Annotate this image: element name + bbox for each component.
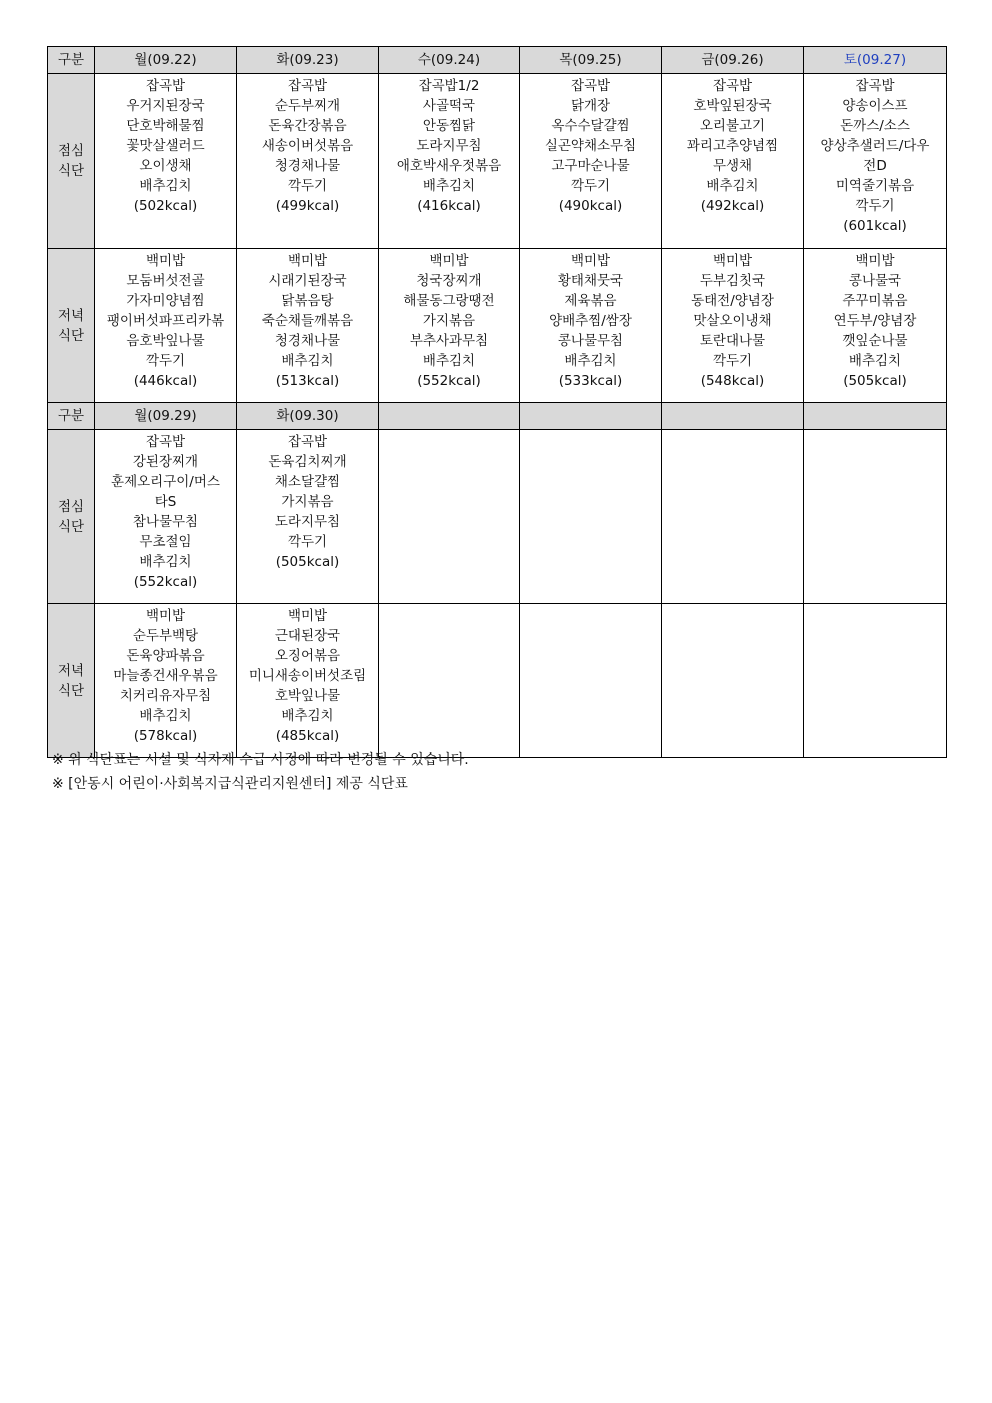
menu-item: 시래기된장국	[268, 273, 347, 289]
lunch-menu-cell	[237, 430, 379, 604]
dinner-menu-cell	[520, 249, 662, 403]
menu-item: 두부김칫국	[699, 273, 766, 289]
lunch-menu-cell	[95, 430, 237, 604]
menu-item: 안동찜닭	[422, 118, 476, 134]
menu-item: 양송이스프	[842, 98, 908, 114]
menu-item: 연두부/양념장	[833, 313, 917, 329]
menu-item: (601kcal)	[843, 218, 907, 234]
menu-item: 모둠버섯전골	[126, 273, 205, 289]
lunch-label	[48, 74, 95, 249]
dinner-menu-cell	[804, 604, 947, 758]
lunch-row	[48, 430, 947, 604]
menu-item: 백미밥	[287, 608, 328, 624]
dinner-menu-cell	[237, 604, 379, 758]
menu-item: 배추김치	[139, 178, 192, 194]
menu-item: 주꾸미볶음	[842, 293, 908, 309]
dinner-label-line: 식단	[57, 682, 85, 699]
menu-item: 황태채뭇국	[557, 273, 624, 289]
menu-item: 잡곡밥	[855, 78, 895, 94]
menu-item: 양상추샐러드/다우	[820, 138, 930, 154]
header-day	[804, 403, 947, 430]
menu-item: 근대된장국	[274, 628, 341, 644]
menu-item: (490kcal)	[558, 198, 623, 214]
menu-item: 전D	[863, 158, 887, 174]
dinner-label	[48, 249, 95, 403]
menu-item: (505kcal)	[275, 554, 340, 570]
menu-item: 무생채	[712, 158, 753, 174]
header-day: 화(09.30)	[237, 403, 379, 430]
menu-item: 토란대나물	[699, 333, 766, 349]
dinner-menu-cell	[379, 249, 520, 403]
menu-item: 음호박잎나물	[126, 333, 205, 349]
menu-item: 백미밥	[287, 253, 328, 269]
menu-item: 호박잎된장국	[693, 98, 772, 114]
menu-item: (446kcal)	[133, 373, 198, 389]
menu-item: 순두부찌개	[274, 98, 341, 114]
menu-item: (548kcal)	[700, 373, 765, 389]
menu-item: 깍두기	[145, 353, 186, 369]
menu-item: 새송이버섯볶음	[261, 138, 354, 154]
dinner-row	[48, 604, 947, 758]
menu-item: 돈육간장볶음	[268, 118, 347, 134]
menu-item: 배추김치	[848, 353, 902, 369]
footnotes	[52, 748, 469, 796]
menu-item: 배추김치	[422, 178, 476, 194]
menu-item: 미니새송이버섯조림	[248, 668, 367, 684]
menu-item: 옥수수달걀찜	[551, 118, 630, 134]
menu-item: 꽃맛살샐러드	[126, 138, 205, 154]
header-day: 목(09.25)	[520, 47, 662, 74]
lunch-menu-cell	[379, 74, 520, 249]
dinner-menu-cell	[379, 604, 520, 758]
menu-item: 백미밥	[570, 253, 611, 269]
menu-item: 잡곡밥	[287, 78, 328, 94]
header-category: 구분	[48, 403, 95, 430]
lunch-label	[48, 430, 95, 604]
menu-item: 애호박새우젓볶음	[396, 158, 502, 174]
menu-item: 잡곡밥	[287, 434, 328, 450]
menu-item: 깻잎순나물	[842, 333, 908, 349]
lunch-menu-cell	[520, 74, 662, 249]
header-day: 화(09.23)	[237, 47, 379, 74]
menu-item: 백미밥	[855, 253, 895, 269]
header-row	[48, 47, 947, 74]
menu-item: 백미밥	[145, 608, 186, 624]
dinner-menu-cell	[662, 249, 804, 403]
menu-item: 동태전/양념장	[691, 293, 774, 309]
menu-item: 배추김치	[281, 353, 334, 369]
footnote-change-notice: ※ 위 식단표는 시설 및 식자재 수급 사정에 따라 변경될 수 있습니다.	[52, 752, 469, 768]
lunch-menu-cell	[804, 74, 947, 249]
menu-item: 꽈리고추양념찜	[686, 138, 779, 154]
dinner-menu-cell	[95, 604, 237, 758]
menu-item: 백미밥	[145, 253, 186, 269]
lunch-menu-cell	[379, 430, 520, 604]
header-day	[520, 403, 662, 430]
menu-item: 우거지된장국	[126, 98, 205, 114]
header-day: 월(09.29)	[95, 403, 237, 430]
dinner-menu-cell	[95, 249, 237, 403]
menu-item: 잡곡밥	[145, 78, 186, 94]
menu-item: 맛살오이냉채	[693, 313, 772, 329]
menu-item: 가지볶음	[281, 494, 334, 510]
lunch-label-line: 식단	[57, 518, 85, 535]
menu-item: 배추김치	[564, 353, 617, 369]
menu-item: 배추김치	[139, 554, 192, 570]
menu-item: 돈육양파볶음	[126, 648, 205, 664]
header-day: 월(09.22)	[95, 47, 237, 74]
menu-item: (492kcal)	[700, 198, 765, 214]
dinner-menu-cell	[520, 604, 662, 758]
menu-item: 오리불고기	[699, 118, 766, 134]
menu-item: 돈육김치찌개	[268, 454, 347, 470]
menu-item: 청경채나물	[274, 333, 341, 349]
menu-item: 백미밥	[712, 253, 753, 269]
header-day: 수(09.24)	[379, 47, 520, 74]
menu-item: 청국장찌개	[416, 273, 482, 289]
menu-item: 잡곡밥	[145, 434, 186, 450]
lunch-row	[48, 74, 947, 249]
menu-item: 깍두기	[287, 178, 328, 194]
menu-item: 오징어볶음	[274, 648, 341, 664]
menu-item: 깍두기	[712, 353, 753, 369]
menu-item: 콩나물국	[848, 273, 902, 289]
lunch-menu-cell	[662, 74, 804, 249]
menu-item: 훈제오리구이/머스	[111, 474, 220, 490]
header-day: 금(09.26)	[662, 47, 804, 74]
menu-item: (485kcal)	[275, 728, 340, 744]
header-row	[48, 403, 947, 430]
menu-item: 잡곡밥	[570, 78, 611, 94]
footnote-provider: ※ [안동시 어린이·사회복지급식관리지원센터] 제공 식단표	[52, 776, 408, 792]
header-day	[379, 403, 520, 430]
menu-item: 해물동그랑땡전	[403, 293, 495, 309]
dinner-label-line: 저녁	[57, 662, 85, 679]
menu-item: 닭개장	[570, 98, 611, 114]
lunch-menu-cell	[520, 430, 662, 604]
menu-item: 배추김치	[139, 708, 192, 724]
menu-item: 백미밥	[429, 253, 469, 269]
menu-item: 죽순채들깨볶음	[261, 313, 354, 329]
menu-item: 부추사과무침	[409, 333, 489, 349]
menu-item: (552kcal)	[133, 574, 198, 590]
menu-item: 청경채나물	[274, 158, 341, 174]
menu-item: 깍두기	[287, 534, 328, 550]
menu-item: 사골떡국	[422, 98, 476, 114]
menu-item: 마늘종건새우볶음	[113, 668, 218, 684]
dinner-label-line: 저녁	[57, 307, 85, 324]
dinner-label-line: 식단	[57, 327, 85, 344]
menu-item: 가지볶음	[422, 313, 476, 329]
menu-item: 고구마순나물	[551, 158, 630, 174]
menu-item: 제육볶음	[564, 293, 617, 309]
menu-item: 팽이버섯파프리카볶	[106, 313, 225, 329]
menu-item: 잡곡밥	[712, 78, 753, 94]
lunch-label-line: 식단	[57, 163, 85, 179]
menu-item: 호박잎나물	[274, 688, 341, 704]
dinner-menu-cell	[804, 249, 947, 403]
menu-item: 채소달걀찜	[274, 474, 341, 490]
menu-item: 배추김치	[281, 708, 334, 724]
menu-item: 무초절임	[139, 534, 192, 550]
menu-item: 순두부백탕	[132, 628, 199, 644]
menu-item: 도라지무침	[416, 138, 482, 154]
dinner-label	[48, 604, 95, 758]
menu-item: (505kcal)	[843, 373, 907, 389]
lunch-menu-cell	[804, 430, 947, 604]
menu-item: 단호박해물찜	[126, 118, 205, 134]
menu-item: (499kcal)	[275, 198, 340, 214]
header-category: 구분	[48, 47, 95, 74]
menu-item: (578kcal)	[133, 728, 198, 744]
menu-item: (552kcal)	[417, 373, 481, 389]
menu-item: 오이생채	[139, 158, 192, 174]
dinner-row	[48, 249, 947, 403]
menu-item: 닭볶음탕	[281, 293, 334, 309]
header-day: 토(09.27)	[804, 47, 947, 74]
menu-item: 참나물무침	[132, 514, 199, 530]
lunch-label-line: 점심	[57, 498, 85, 515]
menu-item: 강된장찌개	[132, 454, 199, 470]
dinner-menu-cell	[237, 249, 379, 403]
menu-item: 실곤약채소무침	[544, 138, 637, 154]
menu-item: (533kcal)	[558, 373, 623, 389]
menu-item: 깍두기	[855, 198, 895, 214]
menu-item: 돈까스/소스	[840, 118, 910, 134]
meal-plan-table	[47, 46, 947, 758]
lunch-menu-cell	[237, 74, 379, 249]
menu-item: 잡곡밥1/2	[418, 78, 480, 94]
menu-item: 콩나물무침	[557, 333, 624, 349]
menu-item: 도라지무침	[274, 514, 341, 530]
menu-item: 배추김치	[422, 353, 476, 369]
menu-item: 치커리유자무침	[119, 688, 212, 704]
menu-item: 미역줄기볶음	[835, 178, 915, 194]
menu-item: (502kcal)	[133, 198, 198, 214]
menu-item: 가자미양념찜	[126, 293, 205, 309]
menu-item: (513kcal)	[275, 373, 340, 389]
dinner-menu-cell	[662, 604, 804, 758]
menu-item: 배추김치	[706, 178, 759, 194]
menu-item: (416kcal)	[417, 198, 481, 214]
lunch-label-line: 점심	[57, 143, 85, 159]
menu-item: 깍두기	[570, 178, 611, 194]
menu-item: 타S	[154, 494, 177, 510]
lunch-menu-cell	[662, 430, 804, 604]
menu-item: 양배추찜/쌈장	[549, 313, 632, 329]
lunch-menu-cell	[95, 74, 237, 249]
header-day	[662, 403, 804, 430]
